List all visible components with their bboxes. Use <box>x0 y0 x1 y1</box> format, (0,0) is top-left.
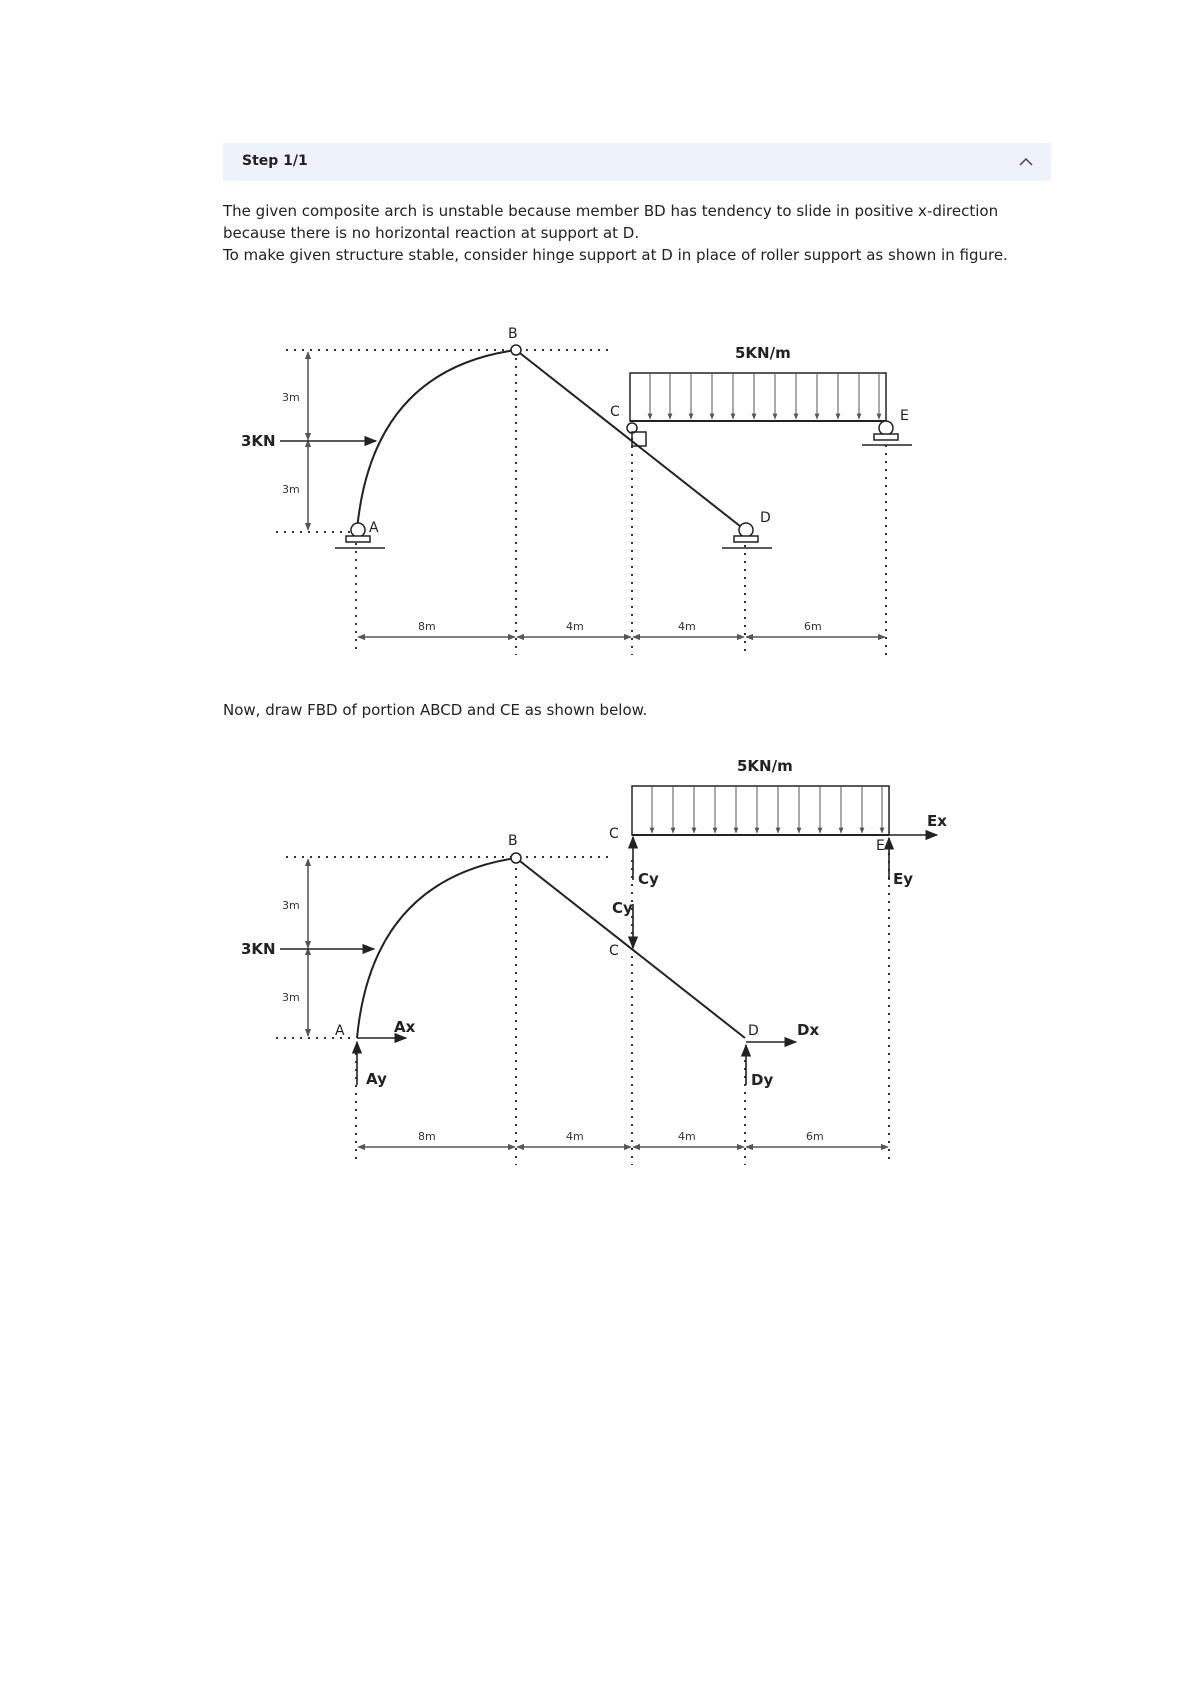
explanation-paragraph-3: Now, draw FBD of portion ABCD and CE as shown below. <box>223 701 648 719</box>
udl-arrows <box>650 374 879 419</box>
dim-3m-lower: 3m <box>282 483 300 496</box>
reaction-ay: Ay <box>366 1070 387 1088</box>
fbd-arch-member-ab <box>357 858 516 1038</box>
dim-3m-upper: 3m <box>282 391 300 404</box>
reaction-cy-member: Cy <box>612 899 633 917</box>
udl-label: 5KN/m <box>735 344 791 362</box>
fbd-point-label-e: E <box>876 838 885 854</box>
fbd-point-load-label: 3KN <box>241 940 276 958</box>
udl-box <box>630 373 886 421</box>
dim-4m-2: 4m <box>678 620 696 633</box>
fbd-point-label-d: D <box>748 1023 759 1039</box>
point-label-d: D <box>760 510 771 526</box>
fbd-dim-4m-2: 4m <box>678 1130 696 1143</box>
support-e <box>862 421 912 445</box>
dim-8m: 8m <box>418 620 436 633</box>
step-title: Step 1/1 <box>242 153 308 169</box>
reaction-ax: Ax <box>394 1018 416 1036</box>
fbd-udl-label: 5KN/m <box>737 757 793 775</box>
point-label-b: B <box>508 326 518 342</box>
fbd-dim-3m-upper: 3m <box>282 899 300 912</box>
fbd-guide-lines <box>276 845 889 1165</box>
fbd-point-label-c-beam: C <box>609 826 619 842</box>
fbd-dim-6m: 6m <box>806 1130 824 1143</box>
dim-6m: 6m <box>804 620 822 633</box>
guide-lines <box>276 350 886 655</box>
fbd-point-label-b: B <box>508 833 518 849</box>
fbd-point-label-c-member: C <box>609 943 619 959</box>
explanation-paragraph-1: The given composite arch is unstable because member BD has tendency to slide in positive x-direction because there is no horizontal reaction at support at D. <box>223 202 999 242</box>
reaction-ey: Ey <box>893 870 914 888</box>
reaction-cy-beam: Cy <box>638 870 659 888</box>
fbd-point-label-a: A <box>335 1023 345 1039</box>
reaction-dx: Dx <box>797 1021 820 1039</box>
fbd-member-bd <box>516 858 745 1038</box>
hinge-b <box>511 345 521 355</box>
point-label-c: C <box>610 404 620 420</box>
fbd-dim-4m-1: 4m <box>566 1130 584 1143</box>
point-label-a: A <box>369 520 379 536</box>
point-load-label: 3KN <box>241 432 276 450</box>
point-label-e: E <box>900 408 909 424</box>
fbd-dim-3m-lower: 3m <box>282 991 300 1004</box>
fbd-dim-8m: 8m <box>418 1130 436 1143</box>
fbd-udl-box <box>632 786 889 835</box>
dim-4m-1: 4m <box>566 620 584 633</box>
reaction-ex: Ex <box>927 812 947 830</box>
reaction-dy: Dy <box>751 1071 774 1089</box>
explanation-paragraph-2: To make given structure stable, consider hinge support at D in place of roller support as shown in figure. <box>223 246 1008 264</box>
fbd-hinge-b <box>511 853 521 863</box>
fbd-udl-arrows <box>652 787 882 833</box>
support-d <box>722 523 772 548</box>
arch-member-ab <box>357 350 516 530</box>
